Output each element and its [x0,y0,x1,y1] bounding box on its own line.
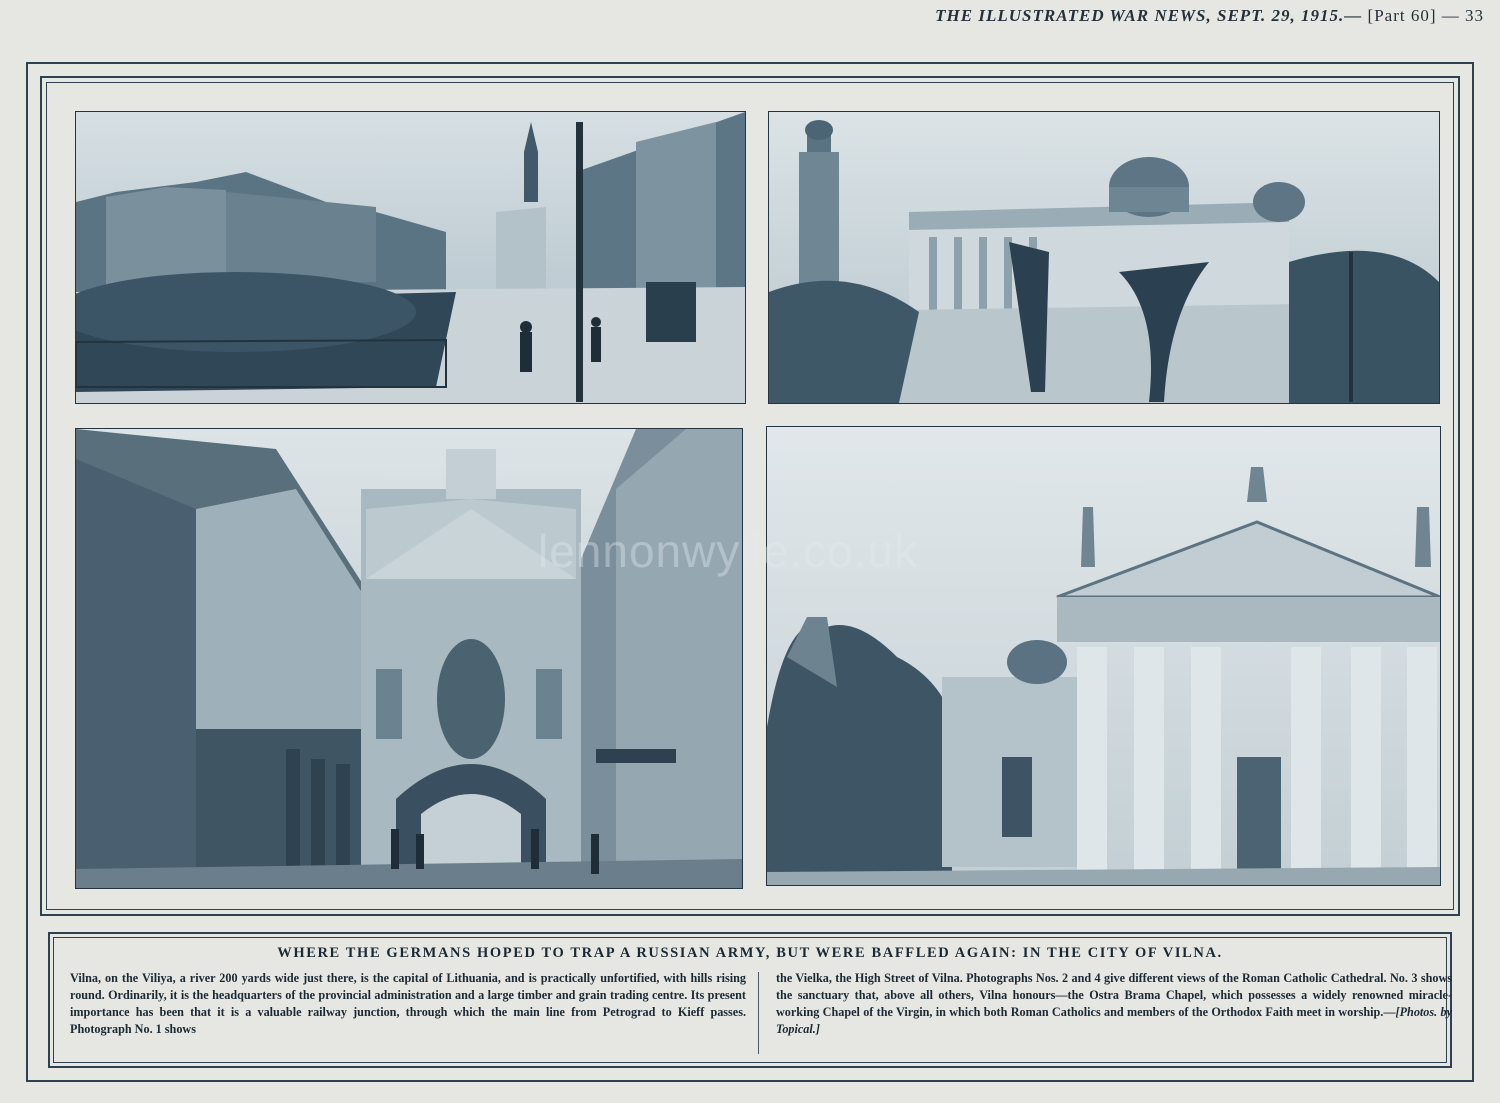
watermark: lennonwylie.co.uk [538,525,919,577]
page-number: — 33 [1441,6,1484,25]
photo-high-street [75,111,746,404]
page-header [935,6,1484,26]
publication-date: SEPT. 29, 1915.— [1217,6,1363,25]
publication-title: THE ILLUSTRATED WAR NEWS, [935,6,1212,25]
photo-cathedral-square [768,111,1440,404]
part-number: [Part 60] [1367,6,1437,25]
caption-title: WHERE THE GERMANS HOPED TO TRAP A RUSSIAN ARMY, BUT WERE BAFFLED AGAIN: IN THE CITY OF VILNA. [277,945,1223,961]
caption-text-right [776,970,1452,1038]
photo-ostra-brama [75,428,743,889]
caption-text-right-body: the Vielka, the High Street of Vilna. Photographs Nos. 2 and 4 give different views of the Roman Catholic Cathedral. No. 3 shows the sanctuary that, above all others, Vilna honours—the Ostra Brama Chapel, which possesses a widely renowned miracle-working Chapel of the Virgin, in which both Roman Catholics and members of the Orthodox Faith meet in worship.— [776,971,1452,1019]
photo-cathedral-portico [766,426,1441,886]
photo-credit: [Photos. by Topical.] [776,1005,1452,1036]
caption-text-left: Vilna, on the Viliya, a river 200 yards wide just there, is the capital of Lithuania, and is practically unfortified, with hills rising round. Ordinarily, it is the headquarters of the provincial administration and a large timber and grain trading centre. Its present importance has been that it is a valuable railway junction, through which the main line from Petrograd to Kieff passes. Photograph No. 1 shows [70,971,746,1036]
column-divider [758,972,759,1054]
